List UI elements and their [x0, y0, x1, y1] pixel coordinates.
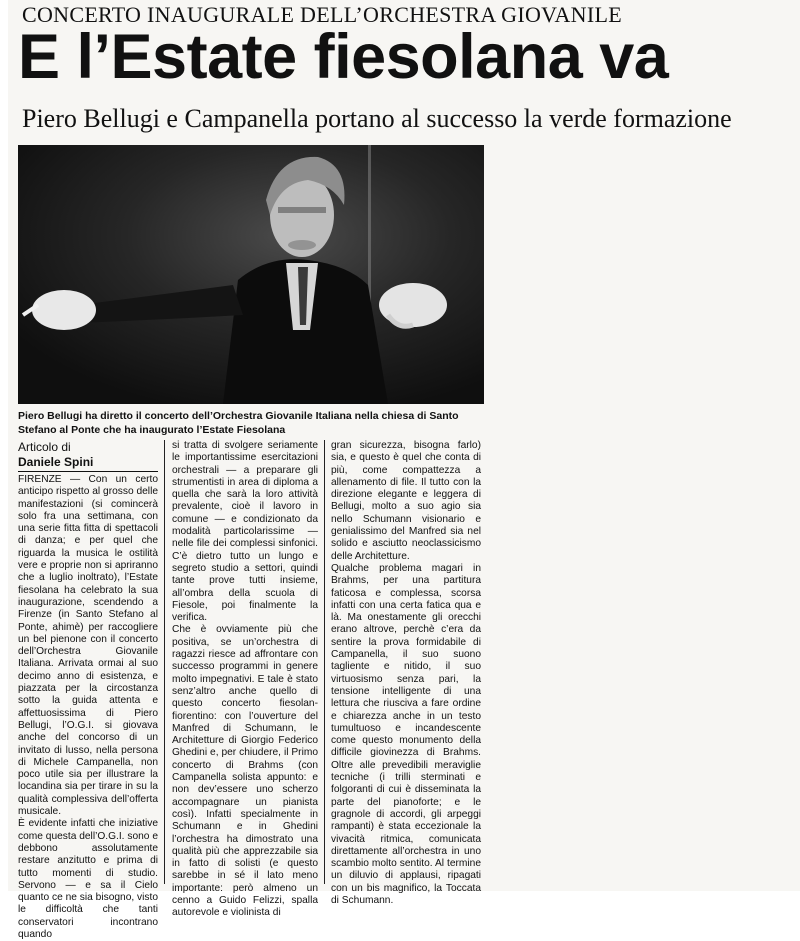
paragraph: Qualche problema magari in Brahms, per una partitura faticosa e complessa, scorsa infatti con una certa fatica qua e là. Ma onestamente gli orecchi erano altrove, perchè c’era da sentire la prova formidabile di Campanella, il suo suono tagliente e nitido, il suo virtuosismo senza pari, la tensione intelligente di una lettura che riusciva a fare ordine e chiarezza anche in un testo tumultuoso e incandescente come questo monumento della difficile giovinezza di Brahms. Oltre alle prevedibili meraviglie tecniche (i trilli sterminati e folgoranti di cui è disseminata la parte del pianoforte; e le gragnole di accordi, gli arpeggi rampanti) è stata eccezionale la vivacità ritmica, comunicata direttamente all’orchestra in uno scambio molto sentito. Al termine un diluvio di applausi, ripagati con un bis magnifico, la Toccata di Schumann.: [331, 562, 481, 906]
article-column-2: [172, 440, 318, 919]
column-divider: [164, 440, 165, 884]
photo-caption: Piero Bellugi ha diretto il concerto dell’Orchestra Giovanile Italiana nella chiesa di Santo Stefano al Ponte che ha inaugurato l’Estate Fiesolana: [18, 410, 459, 436]
paragraph: È evidente infatti che iniziative come questa dell’O.G.I. sono e debbono assolutamente restare anzitutto e prima di tutto momenti di studio. Servono — e sa il Cielo quanto ce ne sia bisogno, visto le difficoltà che tanti conservatori incontrano quando: [18, 818, 158, 940]
conductor-photo-graphic: [18, 145, 484, 404]
paragraph: gran sicurezza, bisogna farlo) sia, e questo è quel che conta di più, come compattezza a allenamento di file. Il tutto con la direzione elegante e leggera di Bellugi, molto a suo agio sia nello Schumann visionario e genialissimo del Manfred sia nel solido e asciutto neoclassicismo delle Architetture.: [331, 440, 481, 562]
article-kicker: CONCERTO INAUGURALE DELL’ORCHESTRA GIOVANILE: [22, 2, 622, 27]
article-subhead: Piero Bellugi e Campanella portano al successo la verde formazione: [22, 104, 732, 133]
paragraph: Che è ovviamente più che positiva, se un’orchestra di ragazzi riesce ad affrontare con successo programmi in genere molto impegnativi. E tale è stato senz’altro anche quello di questo concerto fiesolan-fiorentino: con l’ouverture del Manfred di Schumann, le Architetture di Giorgio Federico Ghedini e, per chiudere, il Primo concerto di Brahms (con Campanella solista appunto: e non dev’essere uno scherzo accompagnare un pianista così). Infatti specialmente in Schumann e in Ghedini l’orchestra ha dimostrato una qualità più che apprezzabile sia in fatto di solisti (e questo sarebbe in sé il lato meno importante: però almeno un cenno a Guido Felizzi, spalla autorevole e violinista di: [172, 624, 318, 919]
article-headline: E l’Estate fiesolana va: [18, 22, 669, 92]
byline-author: Daniele Spini: [18, 455, 158, 472]
byline-kicker: Articolo di: [18, 440, 71, 454]
paragraph: FIRENZE — Con un certo anticipo rispetto al grosso delle manifestazioni (si comincerà solo fra una settimana, con una serie fitta fitta di spettacoli di danza; e per quel che riguarda la musica le ostilità vere e proprie non si apriranno che a luglio inoltrato), l’Estate fiesolana ha celebrato la sua inaugurazione, scendendo a Firenze (in Santo Stefano al Ponte, ahimè) per raccogliere un bel pienone con il concerto dell’Orchestra Giovanile Italiana. Arrivata ormai al suo decimo anno di esistenza, e piazzata per la circostanza sotto la guida attenta e affettuosissima di Piero Bellugi, l’O.G.I. si giovava anche del concorso di un invitato di lusso, nella persona di Michele Campanella, non poco utile sia per illustrare la locandina sia per tirare in su la qualità complessiva dell’offerta musicale.: [18, 474, 158, 818]
paragraph: si tratta di svolgere seriamente le importantissime esercitazioni orchestrali — a preparare gli strumentisti in area di diploma a quella che sarà la loro attività prevalente, cioè il lavoro in comune — e condizionato da modalità particolarissime — nelle file dei complessi sinfonici. C’è dietro tutto un lungo e segreto studio a settori, quindi tante prove tutti insieme, all’ombra della scuola di Fiesole, poi finalmente la verifica.: [172, 440, 318, 624]
column-divider: [324, 440, 325, 884]
article-column-3: [331, 440, 481, 906]
article-column-1: [18, 474, 158, 940]
conductor-photo: [18, 145, 484, 404]
